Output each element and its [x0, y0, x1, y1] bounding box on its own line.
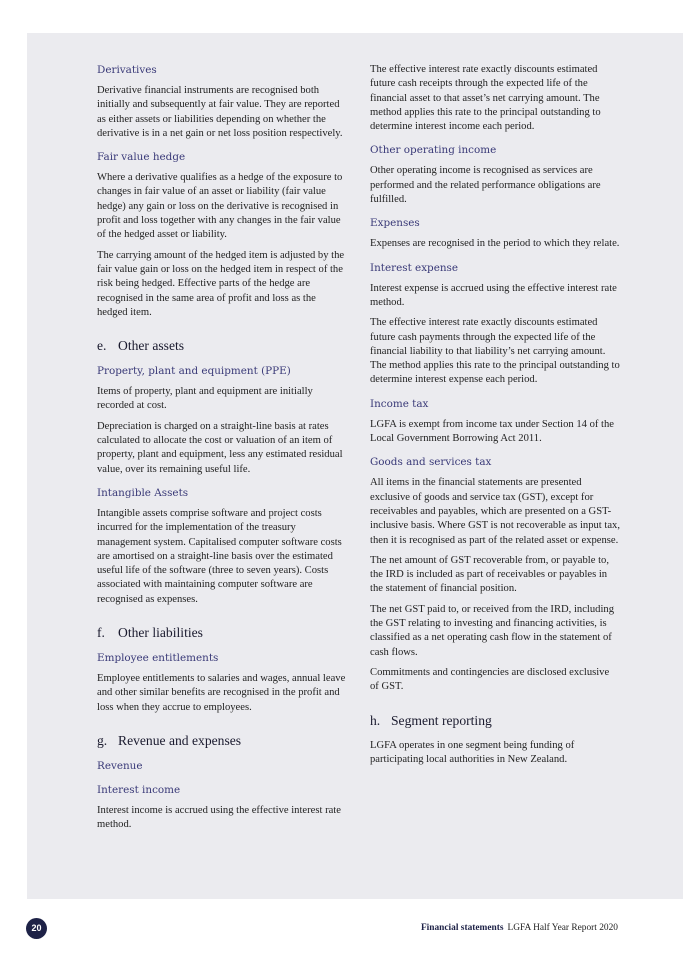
section-f-title: Other liabilities — [118, 625, 203, 641]
gst-paragraph-1: All items in the financial statements are presented exclusive of goods and service tax (GST), except for receivables and payables, which are presented on a GST-inclusive basis. Where GST is not recoverable as input tax, then it is recognised as part of the related asset or expense. — [370, 477, 620, 546]
footer-report-title: LGFA Half Year Report 2020 — [507, 923, 618, 933]
ppe-heading: Property, plant and equipment (PPE) — [97, 365, 291, 378]
gst-paragraph-3: The net GST paid to, or received from the IRD, including the GST relating to investing and financing activities, is classified as a net operating cash flow in the statement of cash flows. — [370, 603, 614, 658]
section-e-title: Other assets — [118, 338, 185, 354]
segment-reporting-paragraph: LGFA operates in one segment being funding of participating local authorities in New Zealand. — [370, 739, 575, 765]
interest-income-paragraph-2: The effective interest rate exactly discounts estimated future cash receipts through the expected life of the financial asset to that asset’s net carrying amount. The method applies this rate to the principal outstanding to determine interest income each period. — [370, 64, 601, 133]
employee-paragraph: Employee entitlements to salaries and wages, annual leave and other similar benefits are recognised in the profit and loss when they accrue to employees. — [97, 673, 346, 713]
ppe-paragraph-2: Depreciation is charged on a straight-line basis at rates calculated to allocate the cost or valuation of an item of property, plant and equipment, less any estimated residual value, over its remaining useful life. — [97, 420, 343, 475]
fair-value-hedge-paragraph-2: The carrying amount of the hedged item is adjusted by the fair value gain or loss on the hedged item in respect of the risk being hedged. Effective parts of the hedge are recognised in the same area of profit and loss as the hedged item. — [97, 249, 345, 318]
section-e-heading — [97, 338, 349, 354]
gst-paragraph-4: Commitments and contingencies are disclosed exclusive of GST. — [370, 666, 610, 693]
section-g-letter: g. — [97, 732, 108, 748]
section-h-title: Segment reporting — [391, 712, 492, 728]
right-column — [370, 63, 620, 773]
ppe-block — [97, 364, 349, 477]
fair-value-hedge-block — [97, 150, 349, 320]
revenue-heading: Revenue — [97, 759, 143, 772]
gst-block — [370, 455, 620, 694]
section-e-letter: e. — [97, 338, 107, 354]
section-g-heading — [97, 733, 349, 749]
interest-expense-block — [370, 261, 620, 388]
other-operating-income-heading: Other operating income — [370, 144, 497, 157]
intangible-paragraph: Intangible assets comprise software and project costs incurred for the implementation of the treasury management system. Capitalised computer software costs are amortised on a straight-line basis over the estimated useful life of the software (three to seven years). Costs associated with maintaining computer software are recognised as expenses. — [97, 507, 342, 605]
other-operating-income-block — [370, 143, 620, 207]
income-tax-heading: Income tax — [370, 397, 429, 410]
employee-block — [97, 651, 349, 715]
derivatives-paragraph: Derivative financial instruments are recognised both initially and subsequently at fair value. They are reported as either assets or liabilities depending on whether the derivative is in a net gain or net loss position respectively. — [97, 85, 343, 139]
footer-section-label: Financial statements — [420, 923, 504, 933]
intangible-heading: Intangible Assets — [97, 486, 189, 499]
intangible-block — [97, 486, 349, 607]
ppe-paragraph-1: Items of property, plant and equipment are initially recorded at cost. — [97, 386, 313, 412]
other-operating-income-paragraph: Other operating income is recognised as services are performed and the related performance obligations are fulfilled. — [370, 165, 601, 206]
section-h-heading — [370, 713, 620, 729]
footer-text — [421, 923, 618, 933]
interest-income-heading: Interest income — [97, 783, 181, 796]
page-footer — [0, 915, 683, 941]
interest-expense-paragraph-1: Interest expense is accrued using the effective interest rate method. — [370, 282, 617, 308]
page-number-badge: 20 — [26, 918, 47, 939]
derivatives-block — [97, 63, 349, 141]
interest-expense-paragraph-2: The effective interest rate exactly discounts estimated future cash payments through the expected life of the financial liability to that liability’s net carrying amount. The method applies this rate to the principal outstanding to determine interest expense each period. — [370, 317, 620, 386]
expenses-heading: Expenses — [370, 217, 420, 230]
section-g-title: Revenue and expenses — [118, 732, 242, 748]
expenses-block — [370, 216, 620, 251]
gst-heading: Goods and services tax — [370, 456, 492, 469]
interest-expense-heading: Interest expense — [370, 261, 459, 274]
interest-income-continued-block — [370, 63, 620, 134]
derivatives-heading: Derivatives — [97, 64, 157, 76]
interest-income-paragraph-1: Interest income is accrued using the effective interest rate method. — [97, 804, 341, 831]
employee-heading: Employee entitlements — [97, 652, 219, 665]
income-tax-block — [370, 397, 620, 447]
expenses-paragraph: Expenses are recognised in the period to which they relate. — [370, 238, 620, 250]
section-f-heading — [97, 625, 349, 641]
income-tax-paragraph: LGFA is exempt from income tax under Section 14 of the Local Government Borrowing Act 2011. — [370, 418, 614, 445]
fair-value-hedge-heading: Fair value hedge — [97, 151, 186, 164]
fair-value-hedge-paragraph-1: Where a derivative qualifies as a hedge of the exposure to changes in fair value of an asset or liability (fair value hedge) any gain or loss on the derivative is recognised in profit and loss together with any changes in the fair value of the hedged asset or liability. — [97, 172, 343, 241]
interest-income-block — [97, 783, 349, 833]
section-h-letter: h. — [370, 712, 381, 728]
section-f-letter: f. — [97, 625, 105, 641]
gst-paragraph-2: The net amount of GST recoverable from, or payable to, the IRD is included as part of receivables or payables in the statement of financial position. — [370, 554, 609, 595]
left-column — [97, 63, 349, 842]
